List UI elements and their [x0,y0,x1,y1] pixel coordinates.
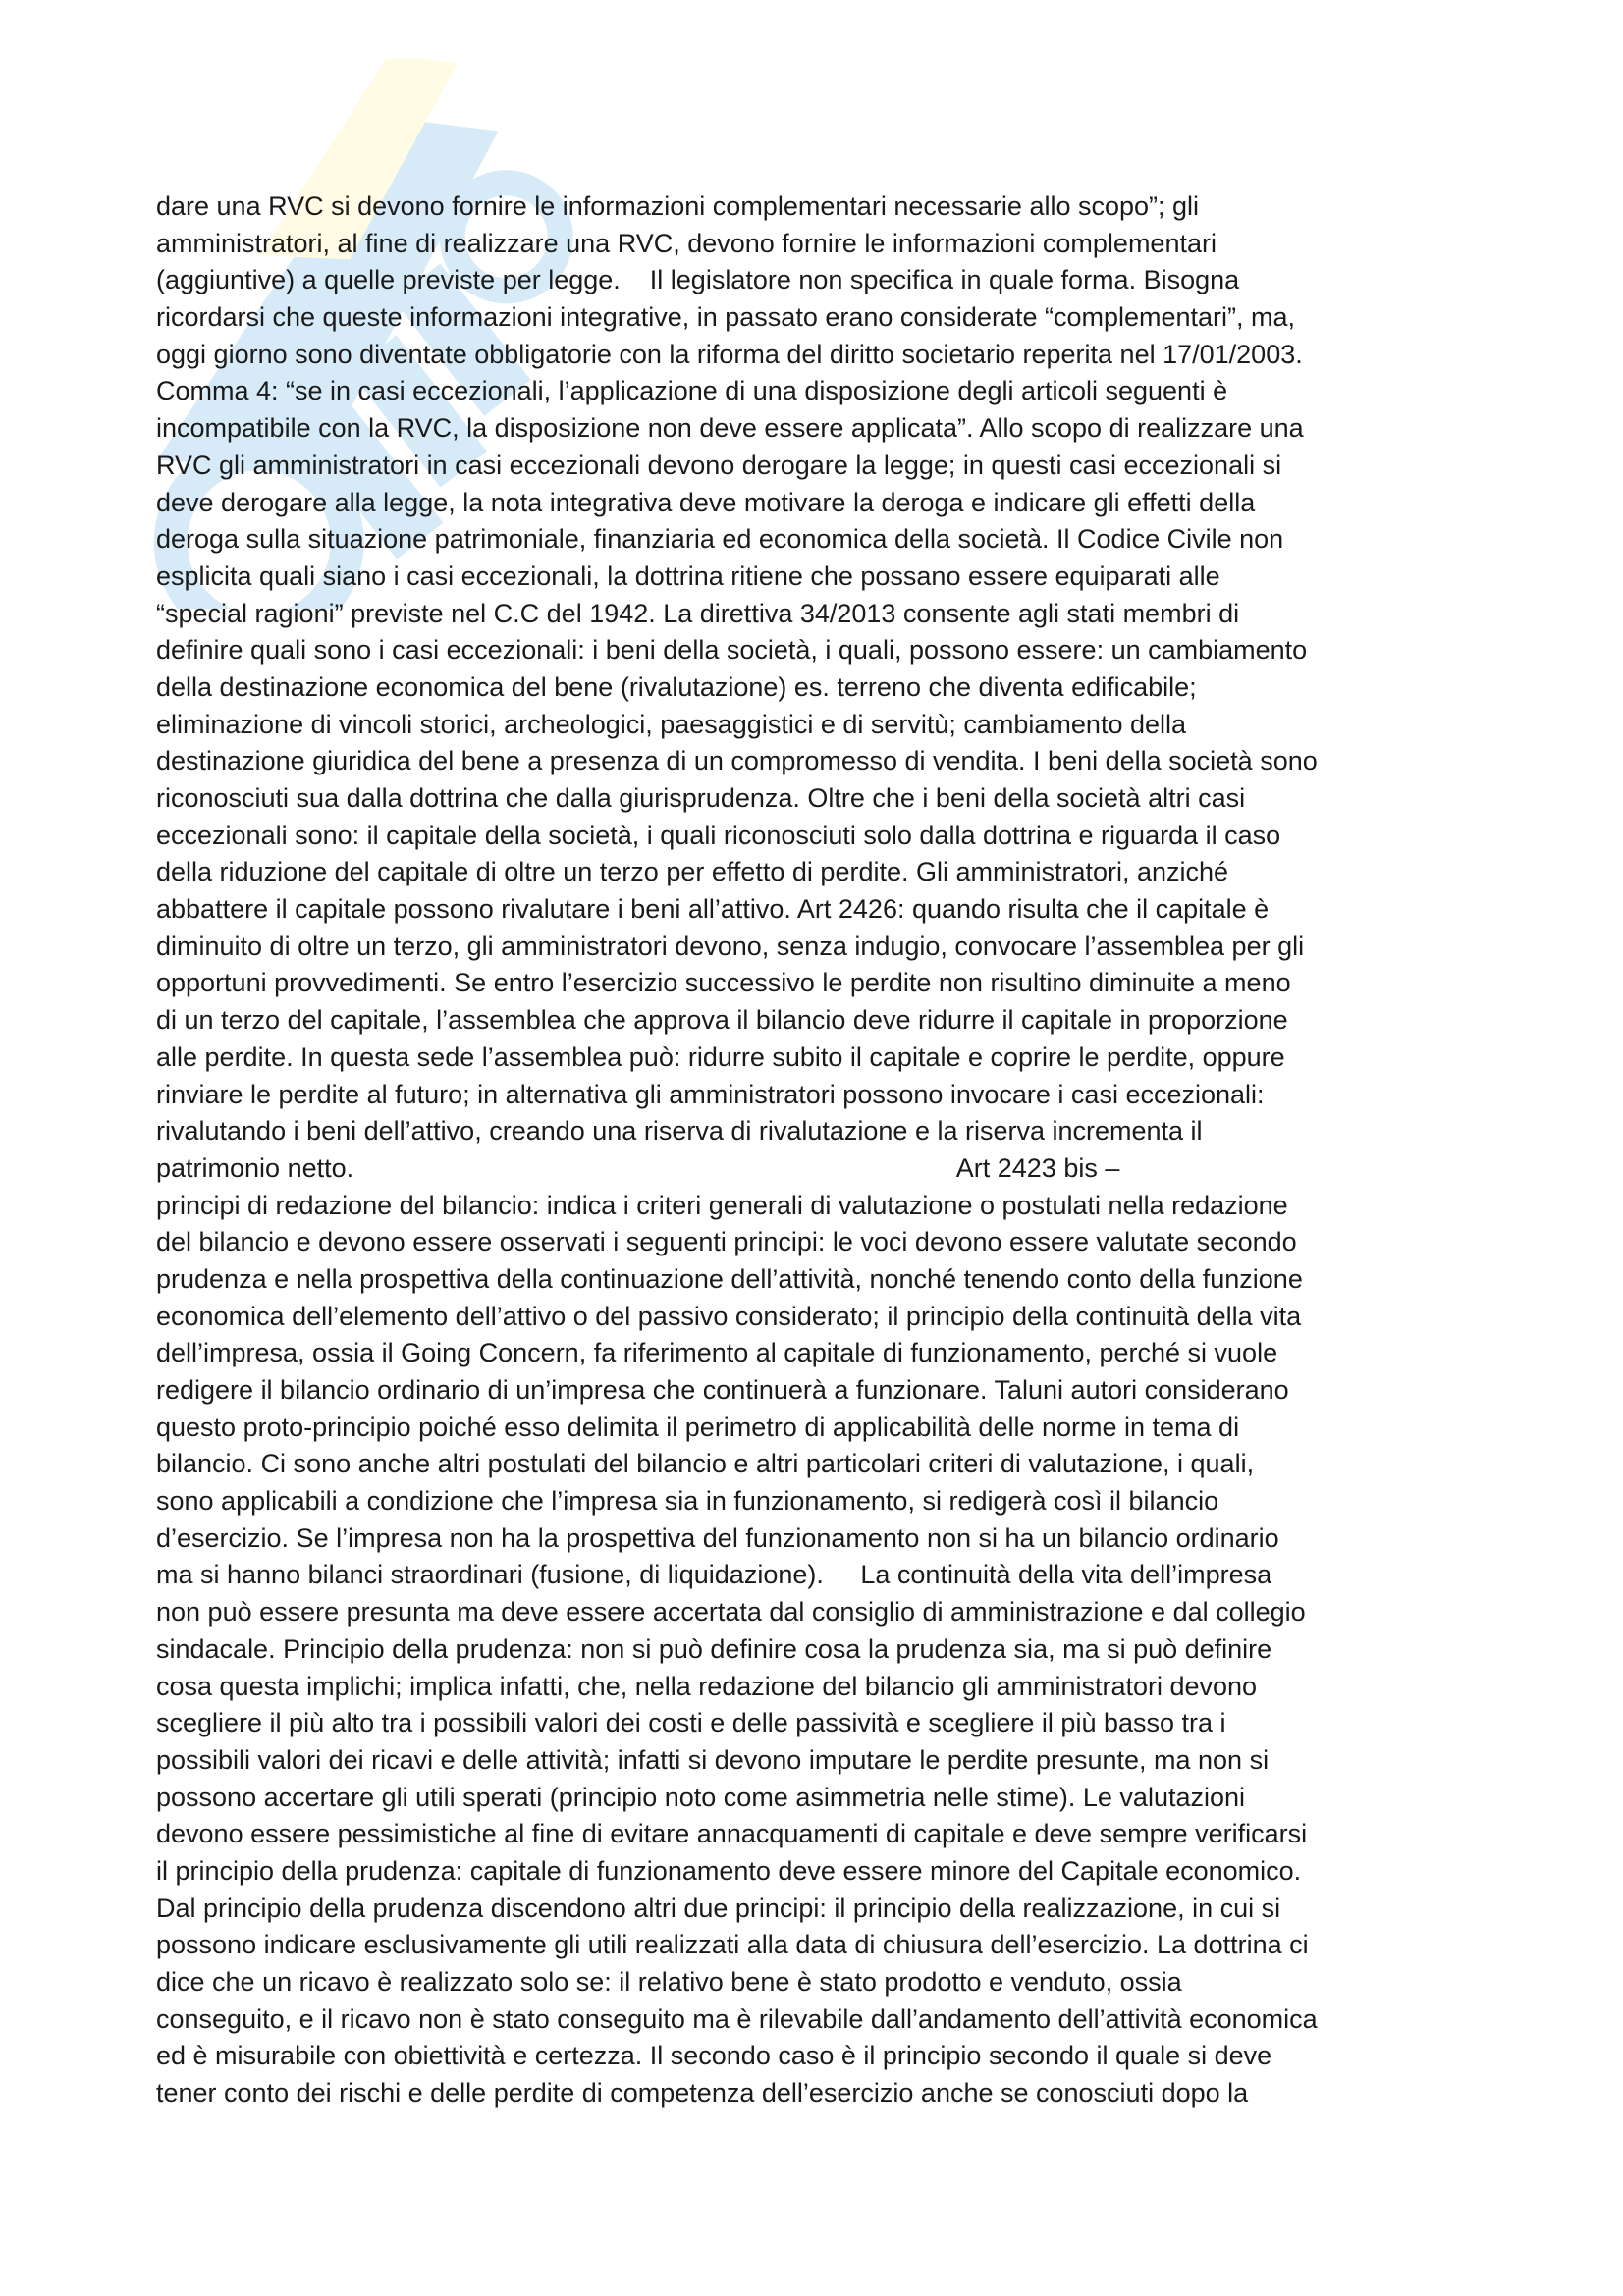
text-line: eliminazione di vincoli storici, archeologici, paesaggistici e di servitù; cambiamento della [156,709,1187,739]
text-line: della riduzione del capitale di oltre un terzo per effetto di perdite. Gli amministratori, anziché [156,857,1229,887]
text-line: dell’impresa, ossia il Going Concern, fa riferimento al capitale di funzionamento, perché si vuole [156,1338,1278,1368]
text-line: opportuni provvedimenti. Se entro l’esercizio successivo le perdite non risultino diminuite a meno [156,968,1291,998]
text-line: conseguito, e il ricavo non è stato conseguito ma è rilevabile dall’andamento dell’attività economica [156,2003,1318,2034]
text-line: devono essere pessimistiche al fine di evitare annacquamenti di capitale e deve sempre verificarsi [156,1819,1308,1849]
text-line: bilancio. Ci sono anche altri postulati del bilancio e altri particolari criteri di valutazione, i quali, [156,1449,1255,1479]
text-line: d’esercizio. Se l’impresa non ha la prospettiva del funzionamento non si ha un bilancio ordinario [156,1522,1279,1553]
text-line: della destinazione economica del bene (rivalutazione) es. terreno che diventa edificabile; [156,671,1197,702]
text-line: economica dell’elemento dell’attivo o del passivo considerato; il principio della continuità della vita [156,1301,1302,1331]
text-line: tener conto dei rischi e delle perdite di competenza dell’esercizio anche se conosciuti dopo la [156,2078,1249,2109]
text-line: incompatibile con la RVC, la disposizione non deve essere applicata”. Allo scopo di realizzare una [156,413,1304,444]
text-line: rivalutando i beni dell’attivo, creando una riserva di rivalutazione e la riserva incrementa il [156,1116,1203,1147]
text-line: oggi giorno sono diventate obbligatorie con la riforma del diritto societario reperita nel 17/01/2003. [156,339,1303,369]
text-line: possono indicare esclusivamente gli utili realizzati alla data di chiusura dell’esercizio. La dottrina ci [156,1930,1309,1960]
text-line: RVC gli amministratori in casi eccezionali devono derogare la legge; in questi casi eccezionali si [156,450,1282,480]
text-line: scegliere il più alto tra i possibili valori dei costi e delle passività e scegliere il più basso tra i [156,1708,1226,1738]
text-line: prudenza e nella prospettiva della continuazione dell’attività, nonché tenendo conto della funzione [156,1263,1303,1294]
text-line: (aggiuntive) a quelle previste per legge. Il legislatore non specifica in quale forma. Bisogna [156,265,1240,295]
text-line: questo proto-principio poiché esso delimita il perimetro di applicabilità delle norme in tema di [156,1412,1240,1442]
text-line: definire quali sono i casi eccezionali: i beni della società, i quali, possono essere: un cambiamento [156,635,1308,666]
text-line: possibili valori dei ricavi e delle attività; infatti si devono imputare le perdite presunte, ma non si [156,1744,1270,1775]
text-line: possono accertare gli utili sperati (principio noto come asimmetria nelle stime). Le valutazioni [156,1782,1246,1812]
text-line: abbattere il capitale possono rivalutare i beni all’attivo. Art 2426: quando risulta che il capitale è [156,894,1270,925]
text-line: patrimonio netto. Art 2423 bis – [156,1152,1120,1183]
text-line: il principio della prudenza: capitale di funzionamento deve essere minore del Capitale economico. [156,1855,1302,1886]
text-line: esplicita quali siano i casi eccezionali, la dottrina ritiene che possano essere equiparati alle [156,561,1220,591]
text-line: dice che un ricavo è realizzato solo se: il relativo bene è stato prodotto e venduto, ossia [156,1967,1182,1997]
text-line: del bilancio e devono essere osservati i seguenti principi: le voci devono essere valutate secondo [156,1227,1297,1257]
text-line: diminuito di oltre un terzo, gli amministratori devono, senza indugio, convocare l’assemblea per gli [156,931,1305,961]
text-line: Dal principio della prudenza discendono altri due principi: il principio della realizzazione, in cui si [156,1893,1281,1923]
text-line: redigere il bilancio ordinario di un’impresa che continuerà a funzionare. Taluni autori considerano [156,1375,1289,1405]
text-line: ricordarsi che queste informazioni integrative, in passato erano considerate “complementari”, ma, [156,302,1296,333]
text-line: deve derogare alla legge, la nota integrativa deve motivare la deroga e indicare gli effetti della [156,487,1256,517]
text-line: riconosciuti sua dalla dottrina che dalla giurisprudenza. Oltre che i beni della società altri casi [156,783,1246,813]
text-line: non può essere presunta ma deve essere accertata dal consiglio di amministrazione e dal collegio [156,1597,1306,1628]
text-line: destinazione giuridica del bene a presenza di un compromesso di vendita. I beni della società sono [156,746,1318,776]
text-line: rinviare le perdite al futuro; in alternativa gli amministratori possono invocare i casi eccezionali: [156,1079,1265,1109]
text-line: sono applicabili a condizione che l’impresa sia in funzionamento, si redigerà così il bilancio [156,1486,1219,1517]
text-line: di un terzo del capitale, l’assemblea che approva il bilancio deve ridurre il capitale in proporzione [156,1005,1288,1036]
text-line: amministratori, al fine di realizzare una RVC, devono fornire le informazioni complementari [156,228,1217,258]
text-line: Comma 4: “se in casi eccezionali, l’applicazione di una disposizione degli articoli seguenti è [156,376,1228,406]
text-line: alle perdite. In questa sede l’assemblea può: ridurre subito il capitale e coprire le perdite, oppure [156,1041,1285,1072]
body-text [156,188,1491,2112]
text-line: dare una RVC si devono fornire le informazioni complementari necessarie allo scopo”; gli [156,191,1200,221]
text-line: ma si hanno bilanci straordinari (fusione, di liquidazione). La continuità della vita dell’impresa [156,1560,1272,1590]
text-line: principi di redazione del bilancio: indica i criteri generali di valutazione o postulati nella redazione [156,1190,1288,1220]
text-line: deroga sulla situazione patrimoniale, finanziaria ed economica della società. Il Codice Civile non [156,524,1284,555]
text-line: eccezionali sono: il capitale della società, i quali riconosciuti solo dalla dottrina e riguarda il caso [156,820,1281,850]
text-line: “special ragioni” previste nel C.C del 1942. La direttiva 34/2013 consente agli stati membri di [156,598,1240,628]
text-line: sindacale. Principio della prudenza: non si può definire cosa la prudenza sia, ma si può definire [156,1633,1272,1664]
text-line: ed è misurabile con obiettività e certezza. Il secondo caso è il principio secondo il quale si deve [156,2041,1272,2071]
text-line: cosa questa implichi; implica infatti, che, nella redazione del bilancio gli amministratori devono [156,1671,1258,1701]
